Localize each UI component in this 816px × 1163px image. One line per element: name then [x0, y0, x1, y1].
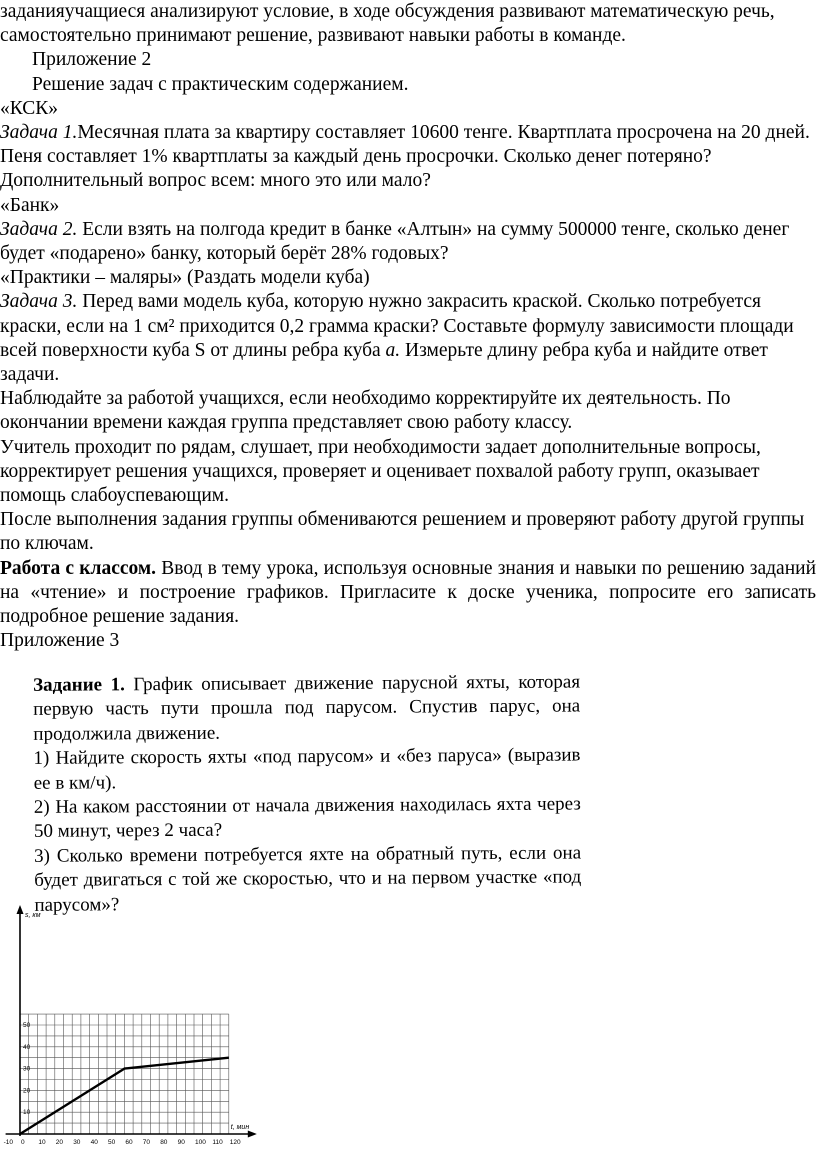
chart-y-axis-label: s, км	[25, 912, 41, 919]
chart-axes	[6, 905, 257, 1138]
task-2-label: Задача 2.	[0, 218, 78, 240]
y-tick-label: 30	[23, 1065, 31, 1073]
scan-task-text: График описывает движение парусной яхты, которая первую часть пути прошла под парусом. Спустив парус, она продолжила движение.	[33, 671, 581, 745]
x-tick-label: 110	[212, 1139, 223, 1146]
task-3-variable: а.	[385, 339, 401, 361]
x-tick-label: -10	[3, 1139, 14, 1146]
y-axis-arrow	[17, 905, 24, 914]
task-1-paragraph	[0, 121, 816, 169]
task-3-text-b: Измерьте длину ребра куба и найдите ответ задачи.	[0, 339, 768, 386]
scan-question-2: 2) На каком расстоянии от начала движения находилась яхта через 50 минут, через 2 часа?	[33, 793, 581, 843]
x-tick-label: 120	[229, 1139, 241, 1146]
x-axis-arrow	[248, 1131, 257, 1138]
yacht-motion-chart	[0, 905, 280, 1163]
task-3-label: Задача 3.	[0, 291, 78, 313]
scan-question-1: 1) Найдите скорость яхты «под парусом» и «без паруса» (выразив ее в км/ч).	[33, 744, 581, 794]
intro-paragraph: заданияучащиеся анализируют условие, в ходе обсуждения развивают математическую речь, самостоятельно принимают решение, развивают навыки работы в команде.	[0, 1, 775, 47]
task-3-paragraph	[0, 290, 816, 387]
appendix-2-title: Решение задач с практическим содержанием.	[32, 73, 409, 95]
scan-question-3: 3) Сколько времени потребуется яхте на обратный путь, если она будет двигаться с той же скоростью, что и на первом участке «под парусом»?	[34, 842, 582, 916]
x-tick-label: 50	[108, 1139, 116, 1146]
task-1-text: Месячная плата за квартиру составляет 10600 тенге. Квартплата просрочена на 20 дней. Пеня составляет 1% квартплаты за каждый день просрочки. Сколько денег потеряно?	[0, 122, 810, 168]
task-2-paragraph	[0, 218, 816, 266]
x-tick-label: 60	[125, 1139, 133, 1146]
x-tick-label: 90	[177, 1139, 185, 1146]
appendix-3-heading: Приложение 3	[0, 630, 120, 652]
class-work-paragraph	[0, 557, 816, 630]
y-tick-label: 10	[23, 1109, 31, 1117]
task-3-text-a: Перед вами модель куба, которую нужно закрасить краской. Сколько потребуется краски, если на 1 см² приходится 0,2 грамма краски? Составьте формулу зависимости площади всей поверхности куба S от длины ребра куба	[0, 291, 794, 361]
x-tick-label: 20	[55, 1139, 64, 1146]
class-work-text: Ввод в тему урока, используя основные знания и навыки по решению заданий на «чтение» и построение графиков. Пригласите к доске ученика, попросите его записать подробное решение задания.	[0, 557, 816, 628]
x-tick-label: 80	[160, 1139, 168, 1146]
group-ksk-label: «КСК»	[0, 97, 59, 119]
after-paragraph: После выполнения задания группы обмениваются решением и проверяют работу другой группы по ключам.	[0, 509, 805, 555]
observe-paragraph: Наблюдайте за работой учащихся, если необходимо корректируйте их деятельность. По окончании времени каждая группа представляет свою работу классу.	[0, 388, 731, 434]
scan-task-intro	[5, 670, 580, 747]
x-tick-label: 0	[21, 1139, 25, 1146]
extra-question: Дополнительный вопрос всем: много это или мало?	[0, 170, 431, 192]
scanned-task-block	[5, 670, 581, 918]
class-work-label: Работа с классом.	[0, 557, 157, 579]
y-tick-label: 50	[23, 1022, 31, 1029]
y-tick-label: 40	[23, 1043, 31, 1051]
chart-grid	[20, 1014, 229, 1134]
group-painters-label: «Практики – маляры» (Раздать модели куба)	[0, 267, 370, 289]
x-tick-label: 100	[195, 1139, 206, 1146]
x-tick-label: 10	[38, 1139, 46, 1146]
chart-x-axis-label: t, мин	[230, 1124, 250, 1131]
task-2-text: Если взять на полгода кредит в банке «Алтын» на сумму 500000 тенге, сколько денег будет «подарено» банку, который берёт 28% годовых?	[0, 218, 790, 265]
x-tick-label: 40	[90, 1139, 98, 1146]
teacher-paragraph: Учитель проходит по рядам, слушает, при необходимости задает дополнительные вопросы, корректирует решения учащихся, проверяет и оценивает похвалой работу групп, оказывает помощь слабоуспевающим.	[0, 436, 761, 507]
group-bank-label: «Банк»	[0, 194, 60, 216]
scan-task-label: Задание 1.	[33, 674, 125, 696]
y-tick-label: 20	[23, 1087, 31, 1095]
task-1-label: Задача 1.	[0, 122, 78, 144]
chart-tick-labels	[4, 1022, 241, 1146]
x-tick-label: 70	[142, 1139, 151, 1146]
appendix-2-heading: Приложение 2	[32, 49, 152, 71]
x-tick-label: 30	[73, 1139, 81, 1146]
